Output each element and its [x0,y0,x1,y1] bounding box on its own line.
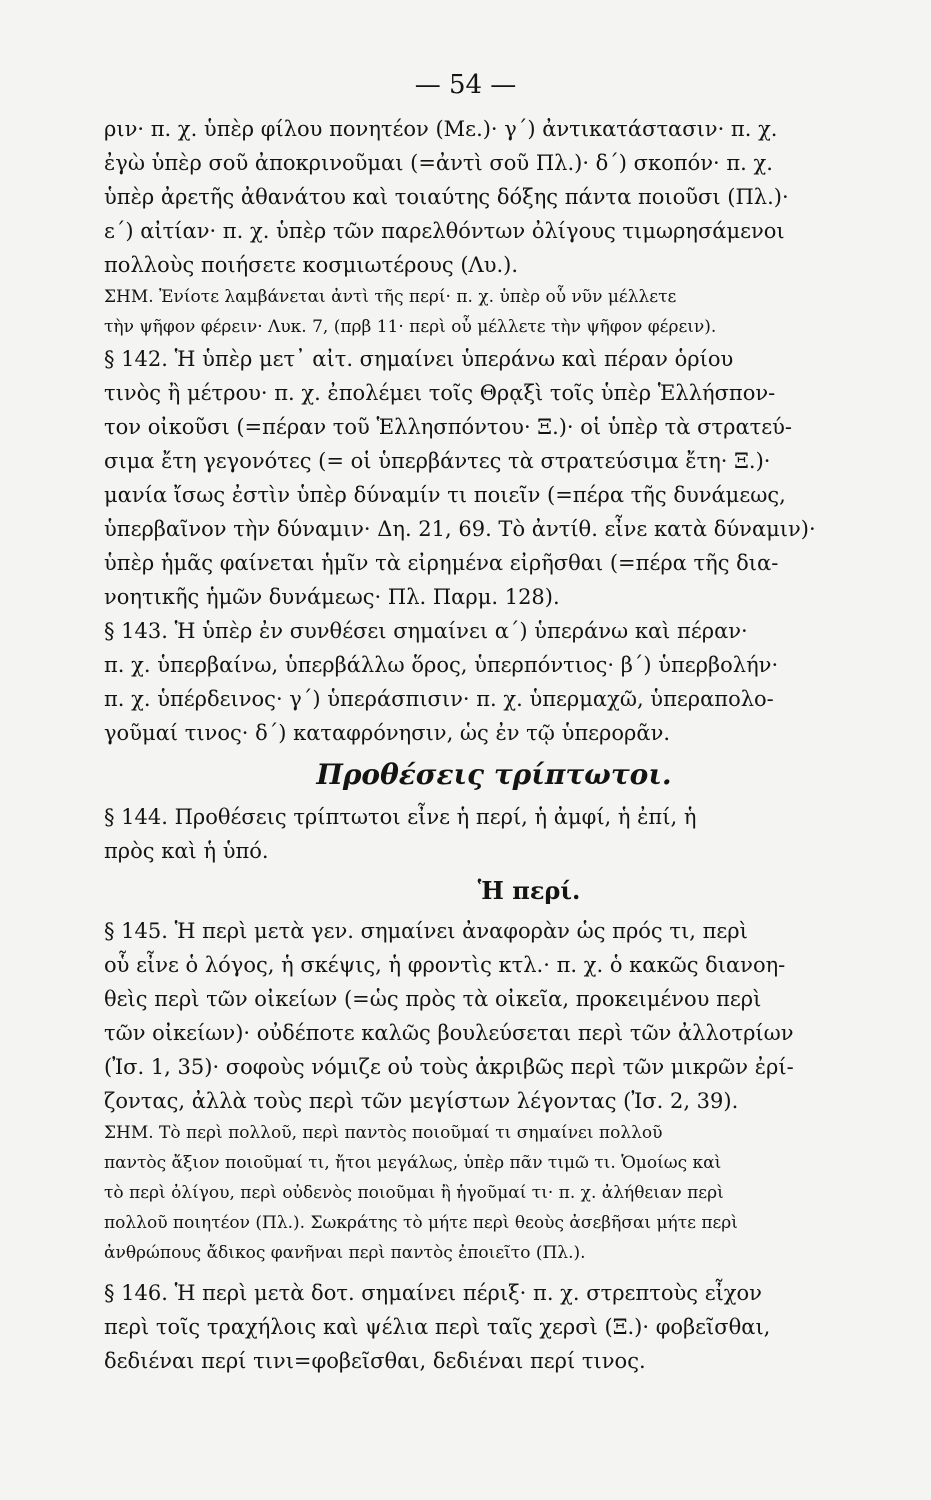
note-line: πολλοῦ ποιητέον (Πλ.). Σωκράτης τὸ μήτε περὶ θεοὺς ἀσεβῆσαι μήτε περὶ [104,1213,738,1233]
note-line: ΣΗΜ. Τὸ περὶ πολλοῦ, περὶ παντὸς ποιοῦμαί τι σημαίνει πολλοῦ [104,1123,663,1143]
section-146-line: § 146. Ἡ περὶ μετὰ δοτ. σημαίνει πέριξ· π. χ. στρεπτοὺς εἶχον [104,1281,762,1305]
note-line: τὴν ψῆφον φέρειν· Λυκ. 7, (πρβ 11· περὶ οὗ μέλλετε τὴν ψῆφον φέρειν). [104,317,717,337]
body-text [104,112,924,1378]
text-line: πρὸς καὶ ἡ ὑπό. [104,839,269,863]
text-line: (Ἰσ. 1, 35)· σοφοὺς νόμιζε οὐ τοὺς ἀκριβῶς περὶ τῶν μικρῶν ἐρί- [104,1055,794,1079]
text-line: νοητικῆς ἡμῶν δυνάμεως· Πλ. Παρμ. 128). [104,585,560,609]
section-143-line: § 143. Ἡ ὑπὲρ ἐν συνθέσει σημαίνει α΄) ὑπεράνω καὶ πέραν· [104,619,748,643]
section-145-line: § 145. Ἡ περὶ μετὰ γεν. σημαίνει ἀναφορὰν ὡς πρός τι, περὶ [104,919,748,943]
text-line: θεὶς περὶ τῶν οἰκείων (=ὡς πρὸς τὰ οἰκεῖα, προκειμένου περὶ [104,987,762,1011]
text-line: π. χ. ὑπερβαίνω, ὑπερβάλλω ὅρος, ὑπερπόντιος· β΄) ὑπερβολήν· [104,653,779,677]
text-line: δεδιέναι περί τινι=φοβεῖσθαι, δεδιέναι περί τινος. [104,1349,646,1373]
text-line: οὗ εἶνε ὁ λόγος, ἡ σκέψις, ἡ φροντὶς κτλ.· π. χ. ὁ κακῶς διανοη- [104,953,786,977]
section-heading: Προθέσεις τρίπτωτοι. [316,758,672,791]
text-line: τον οἰκοῦσι (=πέραν τοῦ Ἑλλησπόντου· Ξ.)· οἱ ὑπὲρ τὰ στρατεύ- [104,415,793,439]
text-line: ριν· π. χ. ὑπὲρ φίλου πονητέον (Με.)· γ΄) ἀντικατάστασιν· π. χ. [104,117,778,141]
text-line: περὶ τοῖς τραχήλοις καὶ ψέλια περὶ ταῖς χερσὶ (Ξ.)· φοβεῖσθαι, [104,1315,771,1339]
text-line: γοῦμαί τινος· δ΄) καταφρόνησιν, ὡς ἐν τῷ ὑπερορᾶν. [104,721,671,745]
subsection-heading: Ἡ περί. [477,876,581,905]
text-line: τῶν οἰκείων)· οὐδέποτε καλῶς βουλεύσεται περὶ τῶν ἀλλοτρίων [104,1021,794,1045]
page-number: — 54 — [414,70,517,100]
note-line: ἀνθρώπους ἄδικος φανῆναι περὶ παντὸς ἐποιεῖτο (Πλ.). [104,1243,586,1263]
text-line: ἐγὼ ὑπὲρ σοῦ ἀποκρινοῦμαι (=ἀντὶ σοῦ Πλ.)· δ΄) σκοπόν· π. χ. [104,151,773,175]
text-line: πολλοὺς ποιήσετε κοσμιωτέρους (Λυ.). [104,253,519,277]
note-line: ΣΗΜ. Ἐνίοτε λαμβάνεται ἀντὶ τῆς περί· π. χ. ὑπὲρ οὗ νῦν μέλλετε [104,287,677,307]
text-line: ὑπὲρ ἡμᾶς φαίνεται ἡμῖν τὰ εἰρημένα εἰρῆσθαι (=πέρα τῆς δια- [104,551,779,575]
note-line: τὸ περὶ ὀλίγου, περὶ οὐδενὸς ποιοῦμαι ἢ ἡγοῦμαί τι· π. χ. ἀλήθειαν περὶ [104,1183,724,1203]
text-line: ζοντας, ἀλλὰ τοὺς περὶ τῶν μεγίστων λέγοντας (Ἰσ. 2, 39). [104,1089,739,1113]
text-line: μανία ἴσως ἐστὶν ὑπὲρ δύναμίν τι ποιεῖν (=πέρα τῆς δυνάμεως, [104,483,786,507]
text-line: ε΄) αἰτίαν· π. χ. ὑπὲρ τῶν παρελθόντων ὀλίγους τιμωρησάμενοι [104,219,785,243]
text-line: ὑπερβαῖνον τὴν δύναμιν· Δη. 21, 69. Τὸ ἀντίθ. εἶνε κατὰ δύναμιν)· [104,517,816,541]
section-142-line: § 142. Ἡ ὑπὲρ μετ᾽ αἰτ. σημαίνει ὑπεράνω καὶ πέραν ὁρίου [104,347,734,371]
section-144-line: § 144. Προθέσεις τρίπτωτοι εἶνε ἡ περί, ἡ ἀμφί, ἡ ἐπί, ἡ [104,805,697,829]
note-line: παντὸς ἄξιον ποιοῦμαί τι, ἤτοι μεγάλως, ὑπὲρ πᾶν τιμῶ τι. Ὁμοίως καὶ [104,1153,722,1173]
text-line: ὑπὲρ ἀρετῆς ἀθανάτου καὶ τοιαύτης δόξης πάντα ποιοῦσι (Πλ.)· [104,185,789,209]
text-line: π. χ. ὑπέρδεινος· γ΄) ὑπεράσπισιν· π. χ. ὑπερμαχῶ, ὑπεραπολο- [104,687,774,711]
text-line: σιμα ἔτη γεγονότες (= οἱ ὑπερβάντες τὰ στρατεύσιμα ἔτη· Ξ.)· [104,449,771,473]
text-line: τινὸς ἢ μέτρου· π. χ. ἐπολέμει τοῖς Θρᾳξὶ τοῖς ὑπὲρ Ἑλλήσπον- [104,381,776,405]
